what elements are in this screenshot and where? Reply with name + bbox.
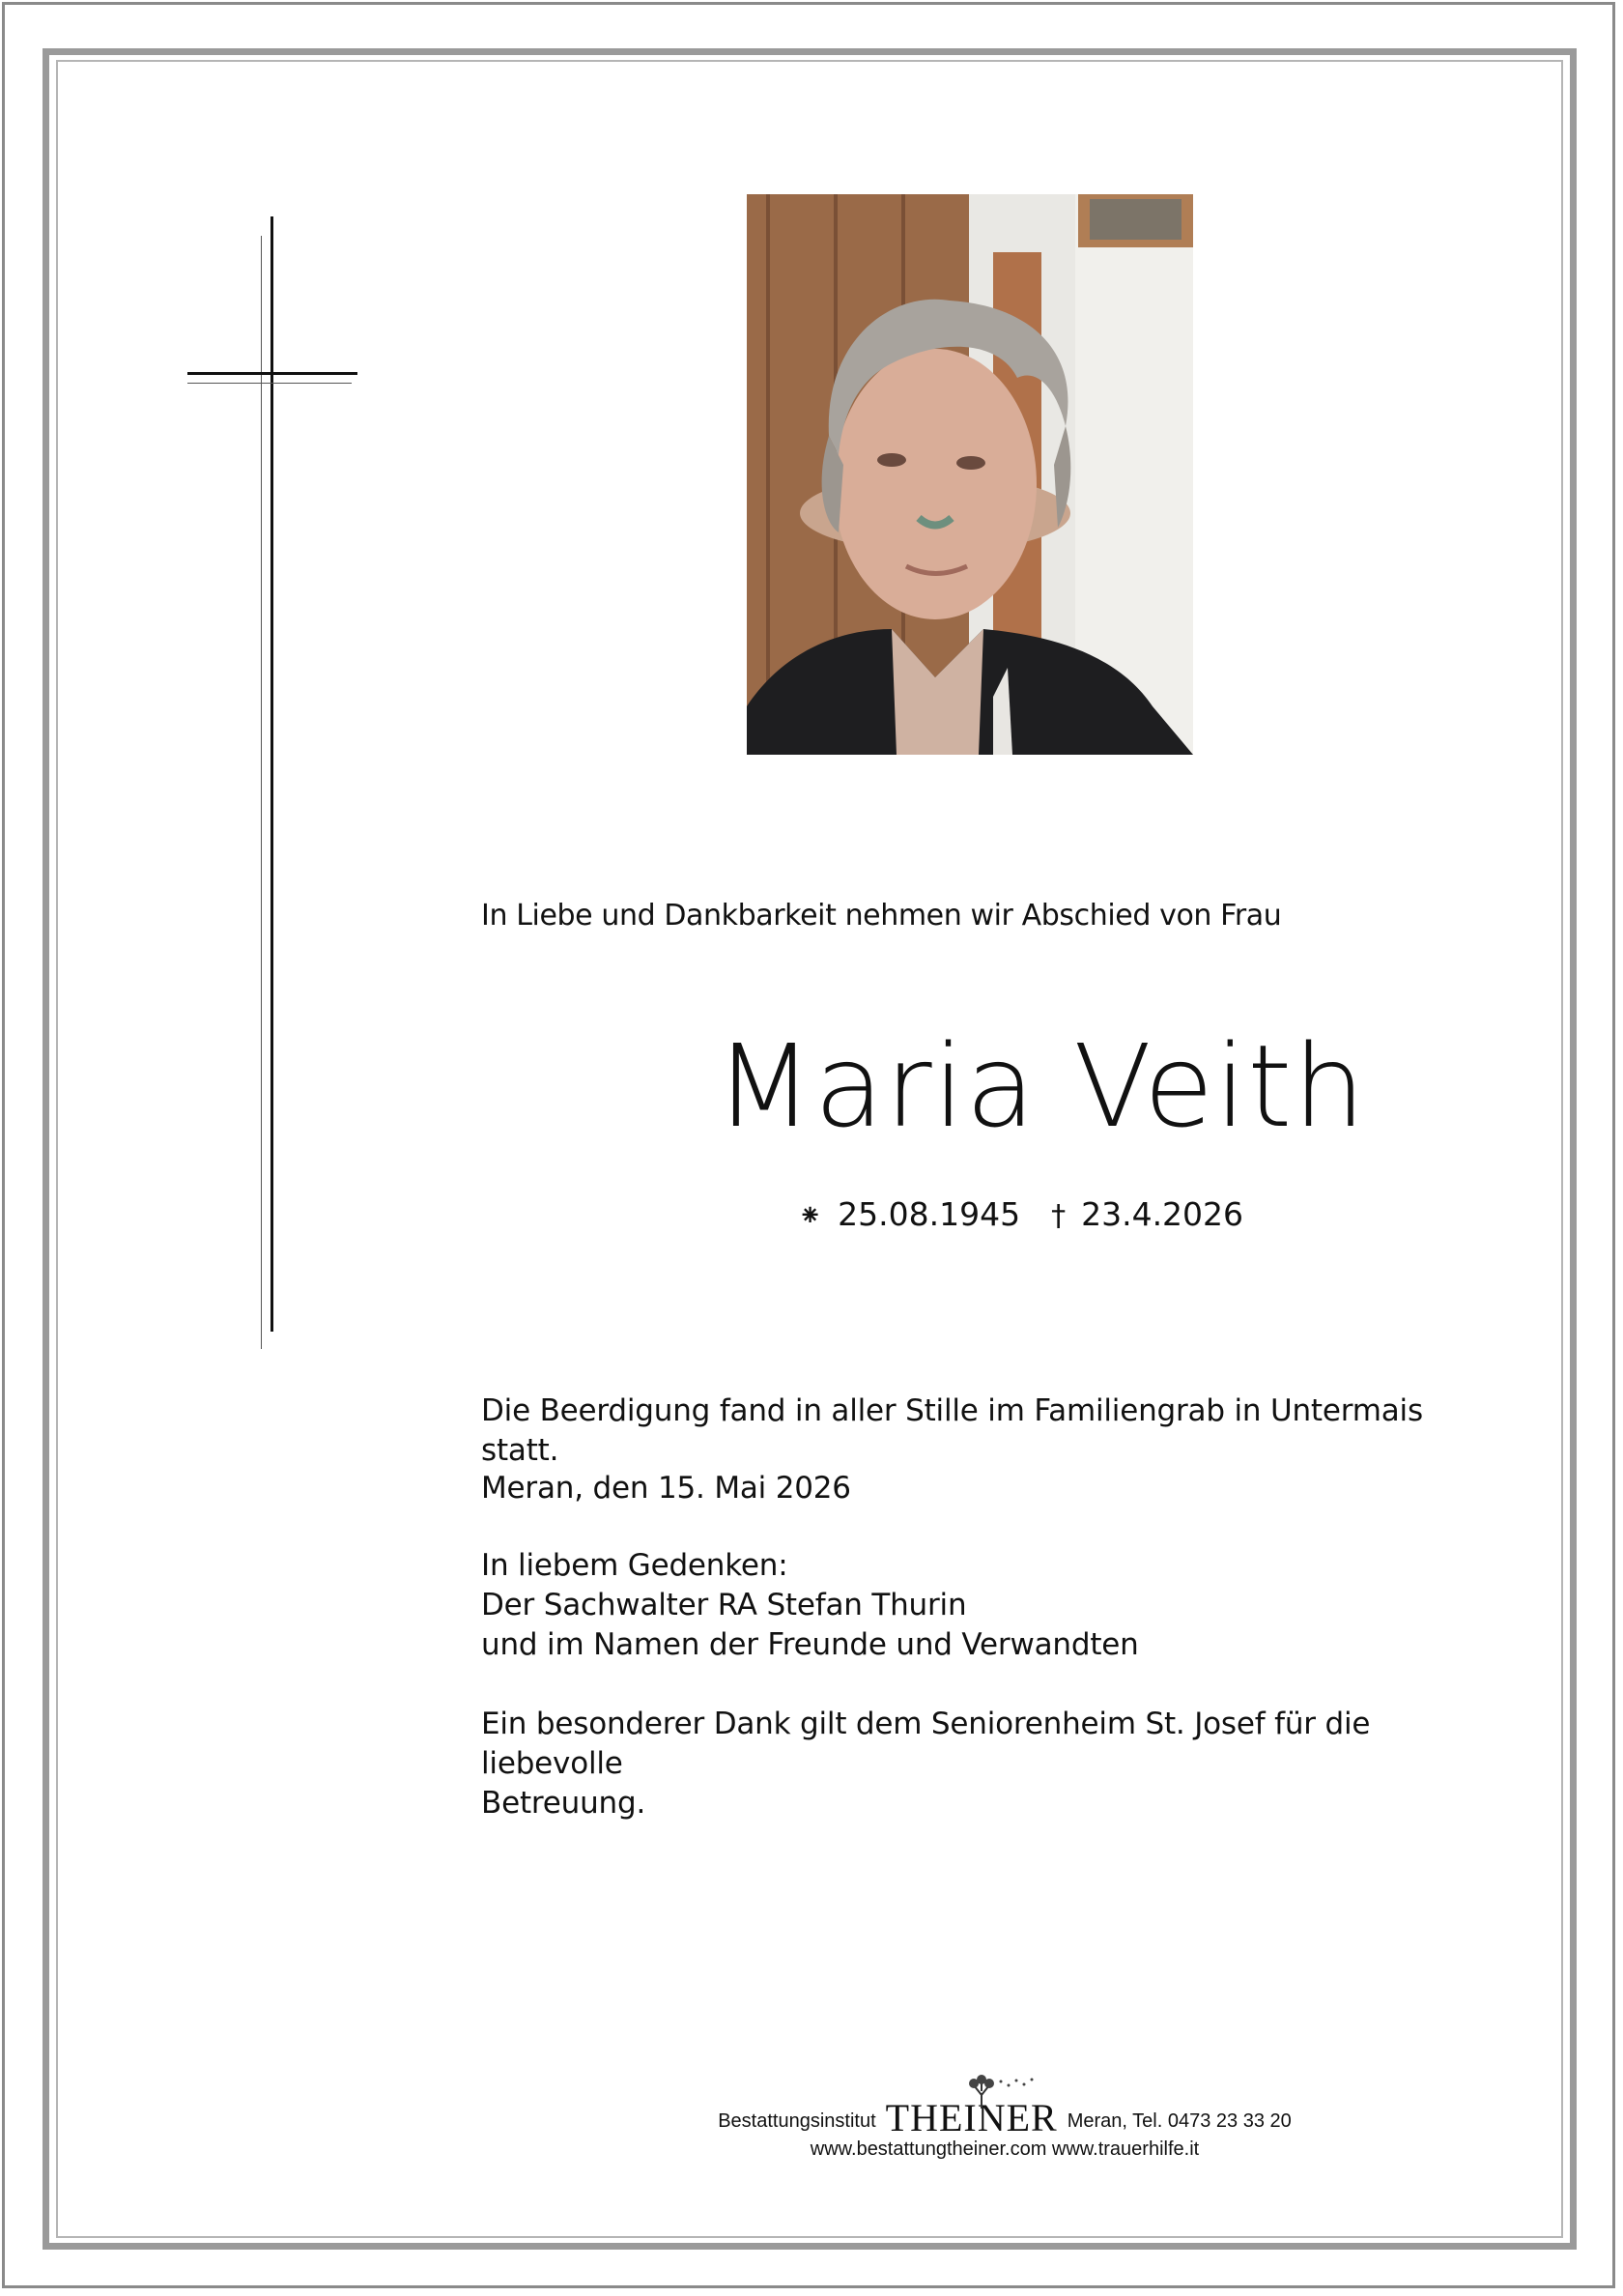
burial-notice: Die Beerdigung fand in aller Stille im Familiengrab in Untermais statt. [481, 1393, 1423, 1468]
thanks-block [481, 1705, 1505, 1823]
memory-line: und im Namen der Freunde und Verwandten [481, 1627, 1139, 1662]
footer-websites: www.bestattungtheiner.com www.trauerhilfe.it [810, 2138, 1200, 2160]
death-date: 23.4.2026 [1081, 1195, 1244, 1233]
birth-date: 25.08.1945 [838, 1195, 1021, 1233]
memory-line: Der Sachwalter RA Stefan Thurin [481, 1588, 967, 1622]
thanks-line: Ein besonderer Dank gilt dem Seniorenheim St. Josef für die liebevolle [481, 1707, 1371, 1781]
memory-heading: In liebem Gedenken: [481, 1548, 788, 1583]
death-cross-icon: † [1051, 1199, 1067, 1233]
thanks-line: Betreuung. [481, 1786, 646, 1821]
tree-logo-icon [953, 2074, 1039, 2109]
footer-contact: Meran, Tel. 0473 23 33 20 [1067, 2110, 1292, 2132]
birth-star-icon: ⁕ [798, 1199, 823, 1233]
portrait-photo [747, 194, 1193, 755]
intro-text: In Liebe und Dankbarkeit nehmen wir Abschied von Frau [481, 899, 1282, 933]
footer-brand: THEINER [885, 2096, 1058, 2139]
deceased-name: Maria Veith [715, 1019, 1367, 1153]
footer-institute: Bestattungsinstitut [718, 2110, 876, 2132]
place-date: Meran, den 15. Mai 2026 [481, 1471, 851, 1506]
life-dates [798, 1195, 1378, 1233]
memory-block [481, 1546, 1505, 1665]
funeral-home-footer [676, 2095, 1333, 2161]
